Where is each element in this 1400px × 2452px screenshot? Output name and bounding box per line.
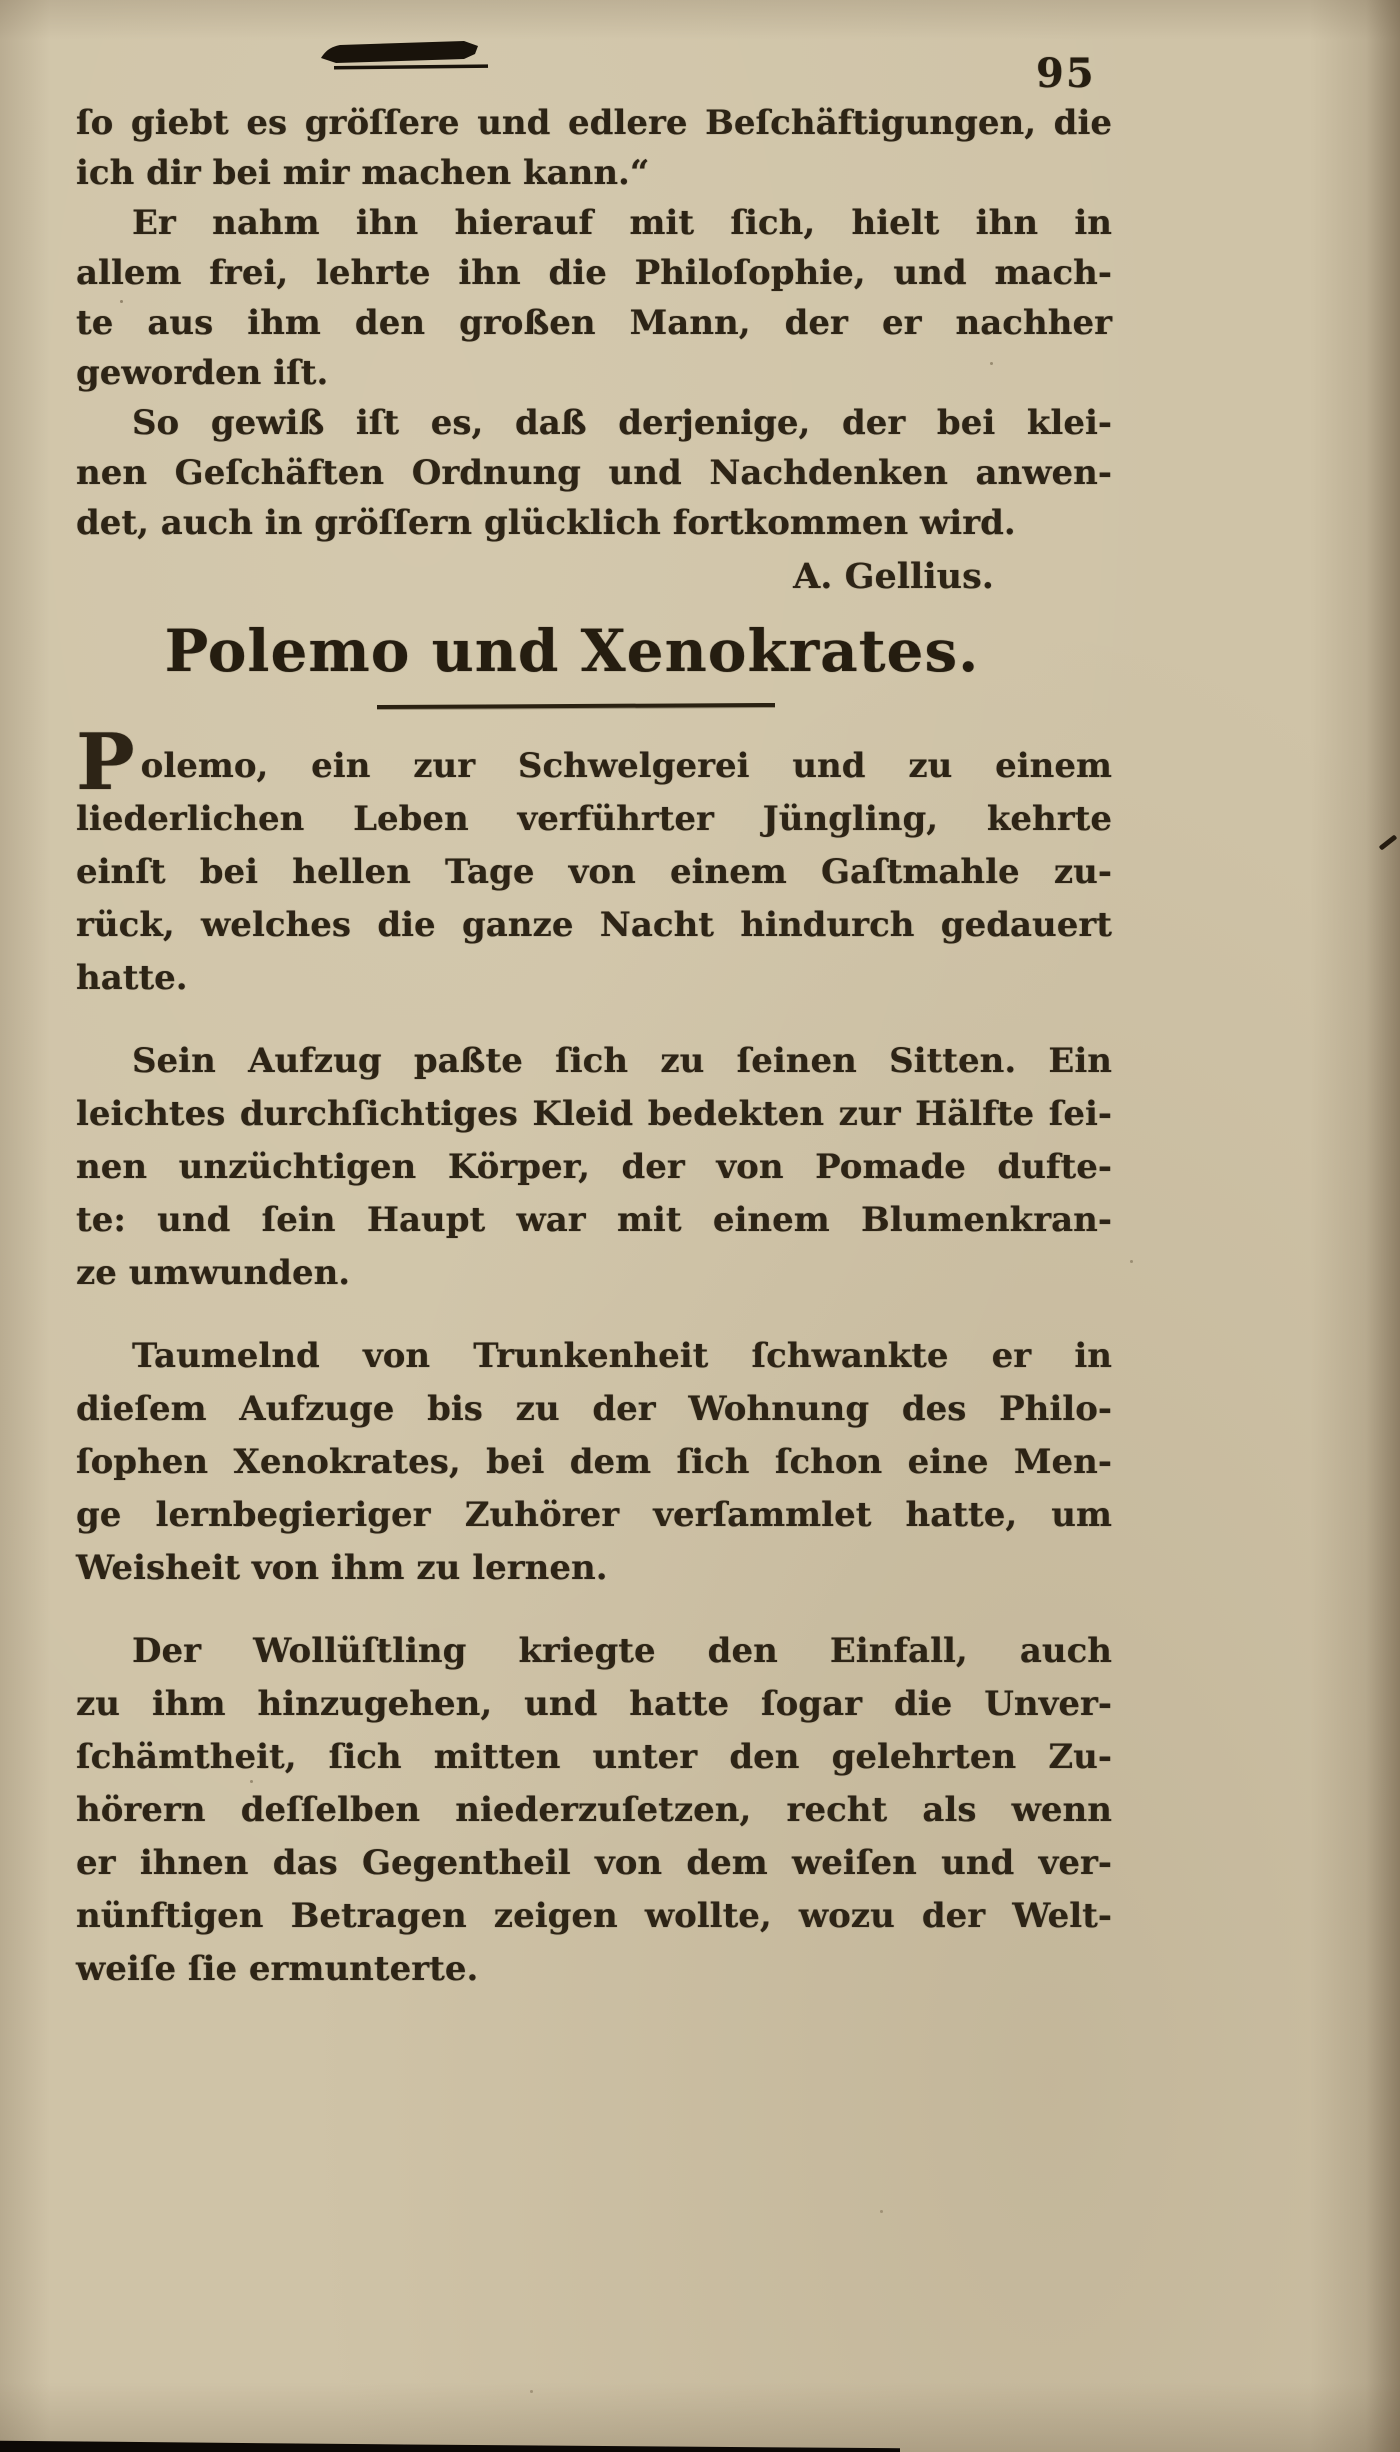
text-line: Taumelnd von Trunkenheit ſchwankte er in: [132, 1336, 1112, 1376]
section-heading: Polemo und Xenokrates.: [164, 617, 980, 685]
text-line: Der Wollüſtling kriegte den Einfall, auch: [132, 1631, 1112, 1671]
text-line: nen unzüchtigen Körper, der von Pomade dufte-: [76, 1147, 1112, 1187]
text-line: leichtes durchſichtiges Kleid bedekten zur Hälfte ſei-: [76, 1094, 1112, 1134]
text-line: geworden iſt.: [76, 353, 329, 393]
text-line: ge lernbegieriger Zuhörer verſammlet hatte, um: [76, 1495, 1112, 1535]
text-line: er ihnen das Gegentheil von dem weiſen und ver-: [76, 1843, 1112, 1883]
text-line: Sein Aufzug paßte ſich zu ſeinen Sitten. Ein: [132, 1041, 1112, 1081]
text-line: det, auch in gröſſern glücklich fortkommen wird.: [76, 503, 1016, 543]
bottom-edge-shadow: [0, 2437, 900, 2452]
text-line: te aus ihm den großen Mann, der er nachher: [76, 303, 1112, 343]
paragraph: [76, 398, 1112, 548]
paragraph: [76, 198, 1112, 398]
text-line: allem frei, lehrte ihn die Philoſophie, und mach-: [76, 253, 1112, 293]
text-line: te: und ſein Haupt war mit einem Blumenkran-: [76, 1200, 1112, 1240]
text-line: Weisheit von ihm zu lernen.: [76, 1548, 608, 1588]
paragraph: [76, 1330, 1112, 1595]
text-line: ſophen Xenokrates, bei dem ſich ſchon eine Men-: [76, 1442, 1112, 1482]
paper-speckles: [120, 300, 123, 303]
text-line: ſo giebt es gröſſere und edlere Beſchäftigungen, die: [76, 103, 1112, 143]
text-line: zu ihm hinzugehen, und hatte ſogar die Unver-: [76, 1684, 1112, 1724]
text-line-rest: olemo, ein zur Schwelgerei und zu einem: [140, 746, 1112, 786]
text-line: ſchämtheit, ſich mitten unter den gelehrten Zu-: [76, 1737, 1112, 1777]
heading-rule-divider: [377, 703, 775, 709]
text-line: ze umwunden.: [76, 1253, 351, 1293]
page-number: 95: [1036, 50, 1096, 97]
paragraph-continuation: [76, 98, 1112, 198]
paragraph-with-initial: [76, 717, 1112, 1005]
text-line: nünftigen Betragen zeigen wollte, wozu der Welt-: [76, 1896, 1112, 1936]
text-line: ich dir bei mir machen kann.“: [76, 153, 650, 193]
printers-rule-ornament-icon: [318, 40, 498, 76]
text-block: [76, 98, 1112, 1996]
paragraph: [76, 1035, 1112, 1300]
text-line: So gewiß iſt es, daß derjenige, der bei klei-: [132, 403, 1112, 443]
text-line: hörern deſſelben niederzuſetzen, recht als wenn: [76, 1790, 1112, 1830]
text-line: liederlichen Leben verführter Jüngling, kehrte: [76, 799, 1112, 839]
author-attribution: A. Gellius.: [793, 556, 994, 597]
margin-ink-mark: [1379, 834, 1398, 850]
text-line: rück, welches die ganze Nacht hindurch gedauert: [76, 905, 1112, 945]
large-initial-letter: P: [76, 717, 135, 808]
paragraph: [76, 1625, 1112, 1996]
text-line: dieſem Aufzuge bis zu der Wohnung des Philo-: [76, 1389, 1112, 1429]
text-line: einſt bei hellen Tage von einem Gaſtmahle zu-: [76, 852, 1112, 892]
story-section: [76, 717, 1112, 1996]
text-line: weiſe ſie ermunterte.: [76, 1949, 479, 1989]
text-line: hatte.: [76, 958, 188, 998]
text-line: nen Geſchäften Ordnung und Nachdenken anwen-: [76, 453, 1112, 493]
text-line: [76, 717, 1112, 808]
text-line: Er nahm ihn hierauf mit ſich, hielt ihn in: [132, 203, 1112, 243]
